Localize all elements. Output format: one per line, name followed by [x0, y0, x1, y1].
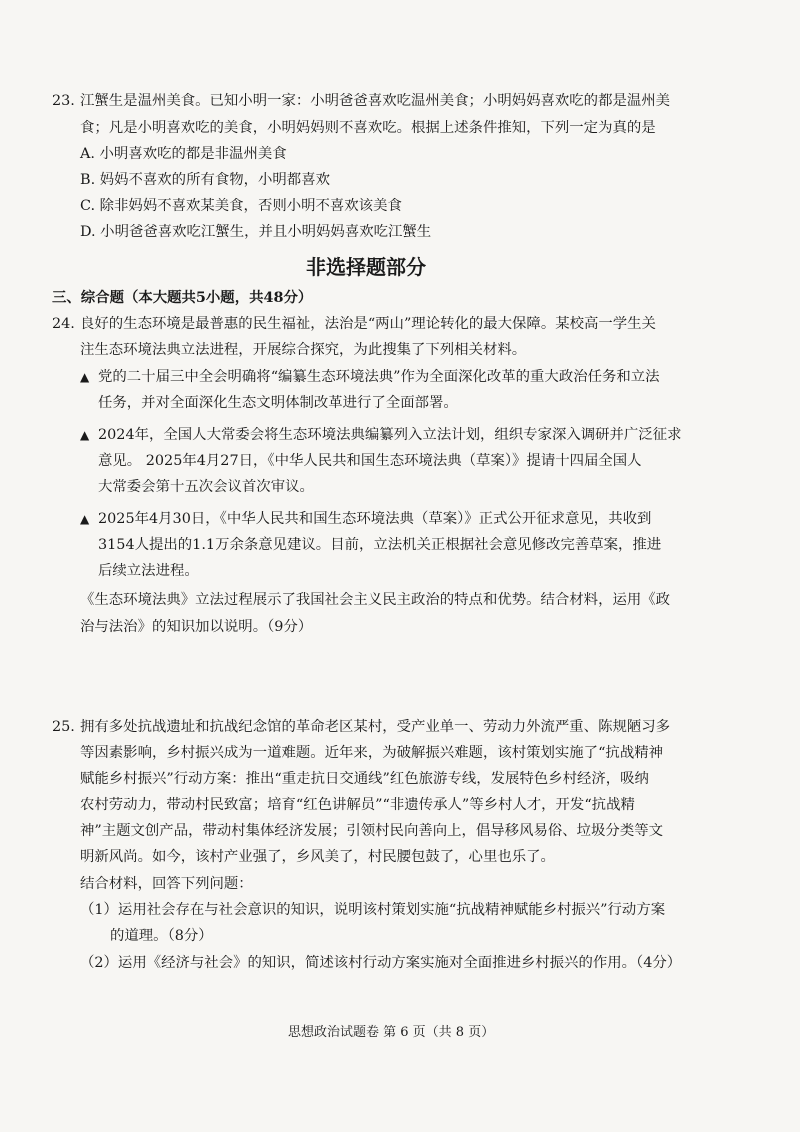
q24-question-line-2: 治与法治》的知识加以说明。（9分） [80, 619, 313, 635]
q24-bullet-2-line-3: 大常委会第十五次会议首次审议。 [98, 479, 314, 495]
q24-bullet-3-line-3: 后续立法进程。 [98, 563, 199, 579]
section-heading: 非选择题部分 [306, 255, 426, 279]
q24-intro-line-2: 注生态环境法典立法进程，开展综合探究，为此搜集了下列相关材料。 [80, 342, 527, 358]
q24-intro-line-1: 良好的生态环境是最普惠的民生福祉，法治是“两山”理论转化的最大保障。某校高一学生关 [80, 316, 656, 332]
q23-option-b: B. 妈妈不喜欢的所有食物，小明都喜欢 [80, 172, 330, 188]
q25-sub1-line-2: 的道理。（8分） [110, 928, 213, 944]
q23-option-c: C. 除非妈妈不喜欢某美食，否则小明不喜欢该美食 [80, 198, 402, 214]
section-subheading: 三、综合题（本大题共5小题，共48分） [52, 289, 313, 306]
q23-stem-line-2: 食；凡是小明喜欢吃的美食，小明妈妈则不喜欢吃。根据上述条件推知，下列一定为真的是 [80, 120, 656, 136]
q25-material-line-3: 赋能乡村振兴”行动方案：推出“重走抗日交通线”红色旅游专线，发展特色乡村经济，吸纳 [80, 771, 649, 787]
q24-bullet-3-line-1: 2025年4月30日，《中华人民共和国生态环境法典（草案）》正式公开征求意见，共收到 [98, 511, 652, 527]
q23-number: 23. [52, 93, 75, 109]
q25-material-line-1: 拥有多处抗战遗址和抗战纪念馆的革命老区某村，受产业单一、劳动力外流严重、陈规陋习多 [80, 719, 671, 735]
q24-bullet-1-line-1: 党的二十届三中全会明确将“编纂生态环境法典”作为全面深化改革的重大政治任务和立法 [98, 369, 660, 385]
bullet-triangle-icon: ▲ [80, 512, 90, 526]
bullet-triangle-icon: ▲ [80, 428, 90, 442]
q24-bullet-2-line-2: 意见。 2025年4月27日，《中华人民共和国生态环境法典（草案）》提请十四届全国人 [98, 453, 642, 469]
q24-bullet-3-line-2: 3154人提出的1.1万余条意见建议。目前，立法机关正根据社会意见修改完善草案，推进 [98, 537, 662, 553]
q25-number: 25. [52, 719, 75, 735]
q23-stem-line-1: 江蟹生是温州美食。已知小明一家：小明爸爸喜欢吃温州美食；小明妈妈喜欢吃的都是温州美 [80, 93, 671, 109]
q24-question-line-1: 《生态环境法典》立法过程展示了我国社会主义民主政治的特点和优势。结合材料，运用《政 [80, 592, 671, 608]
bullet-triangle-icon: ▲ [80, 370, 90, 384]
q24-bullet-2-line-1: 2024年，全国人大常委会将生态环境法典编纂列入立法计划，组织专家深入调研并广泛征求 [98, 427, 682, 443]
q25-sub1-line-1: （1）运用社会存在与社会意识的知识，说明该村策划实施“抗战精神赋能乡村振兴”行动方案 [80, 902, 666, 918]
q25-material-line-2: 等因素影响，乡村振兴成为一道难题。近年来，为破解振兴难题，该村策划实施了“抗战精神 [80, 745, 663, 761]
q24-bullet-1-line-2: 任务，并对全面深化生态文明体制改革进行了全面部署。 [98, 395, 458, 411]
q25-sub2-line-1: （2）运用《经济与社会》的知识，简述该村行动方案实施对全面推进乡村振兴的作用。（4分） [80, 955, 682, 971]
q25-material-line-4: 农村劳动力，带动村民致富；培育“红色讲解员”“非遗传承人”等乡村人才，开发“抗战精 [80, 797, 635, 813]
q25-material-line-5: 神”主题文创产品，带动村集体经济发展；引领村民向善向上，倡导移风易俗、垃圾分类等文 [80, 823, 663, 839]
q25-prompt: 结合材料，回答下列问题： [80, 876, 253, 892]
q23-option-d: D. 小明爸爸喜欢吃江蟹生，并且小明妈妈喜欢吃江蟹生 [80, 224, 432, 240]
page-footer: 思想政治试题卷 第 6 页（共 8 页） [288, 1025, 495, 1040]
q24-number: 24. [52, 316, 75, 332]
q23-option-a: A. 小明喜欢吃的都是非温州美食 [80, 146, 287, 162]
q25-material-line-6: 明新风尚。如今，该村产业强了，乡风美了，村民腰包鼓了，心里也乐了。 [80, 849, 555, 865]
